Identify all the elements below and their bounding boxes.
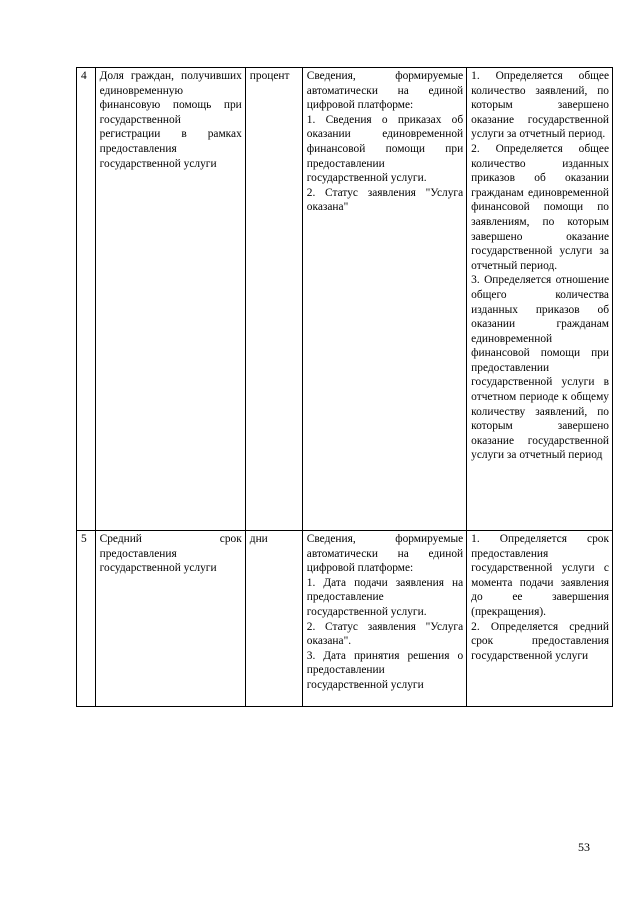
row-number: 5 [77, 531, 96, 707]
method-paragraph: 2. Определяется общее количество изданных приказов об оказании гражданам единовременной финансовой помощи по заявлениям, по которым завершено оказание государственной услуги за отчетный период. [471, 142, 609, 272]
table-row [77, 531, 613, 707]
method-paragraph: 1. Определяется срок предоставления государственной услуги с момента подачи заявления до ее завершения (прекращения). [471, 533, 609, 618]
source-paragraph: 3. Дата принятия решения о предоставлении государственной услуги [306, 649, 464, 691]
calculation-method [467, 68, 613, 531]
unit: процент [245, 68, 302, 531]
table-row [77, 68, 613, 531]
data-source [302, 531, 466, 707]
source-paragraph: 2. Статус заявления "Услуга оказана". [306, 620, 464, 648]
source-paragraph: 1. Дата подачи заявления на предоставление государственной услуги. [306, 576, 464, 618]
page-number: 53 [578, 840, 590, 854]
row-number: 4 [77, 68, 96, 531]
calculation-method [467, 531, 613, 707]
indicators-table [76, 67, 613, 707]
unit: дни [245, 531, 302, 707]
method-paragraph: 3. Определяется отношение общего количества изданных приказов об оказании гражданам единовременной финансовой помощи при предоставлении государственной услуги в отчетном периоде к общему количеству заявлений, по которым завершено оказание государственной услуги за отчетный период [471, 274, 609, 462]
source-paragraph: 2. Статус заявления "Услуга оказана" [306, 186, 464, 214]
method-paragraph: 1. Определяется общее количество заявлений, по которым завершено оказание государственной услуги за отчетный период. [471, 70, 609, 141]
indicator-name: Доля граждан, получивших единовременную финансовую помощь при государственной регистрации в рамках предоставления государственной услуги [95, 68, 245, 531]
indicator-name: Средний срок предоставления государственной услуги [95, 531, 245, 707]
source-paragraph: Сведения, формируемые автоматически на единой цифровой платформе: [306, 70, 464, 112]
method-paragraph: 2. Определяется средний срок предоставления государственной услуги [471, 620, 609, 662]
data-source [302, 68, 466, 531]
source-paragraph: 1. Сведения о приказах об оказании единовременной финансовой помощи при предоставлении государственной услуги. [306, 113, 464, 185]
source-paragraph: Сведения, формируемые автоматически на единой цифровой платформе: [306, 533, 464, 575]
